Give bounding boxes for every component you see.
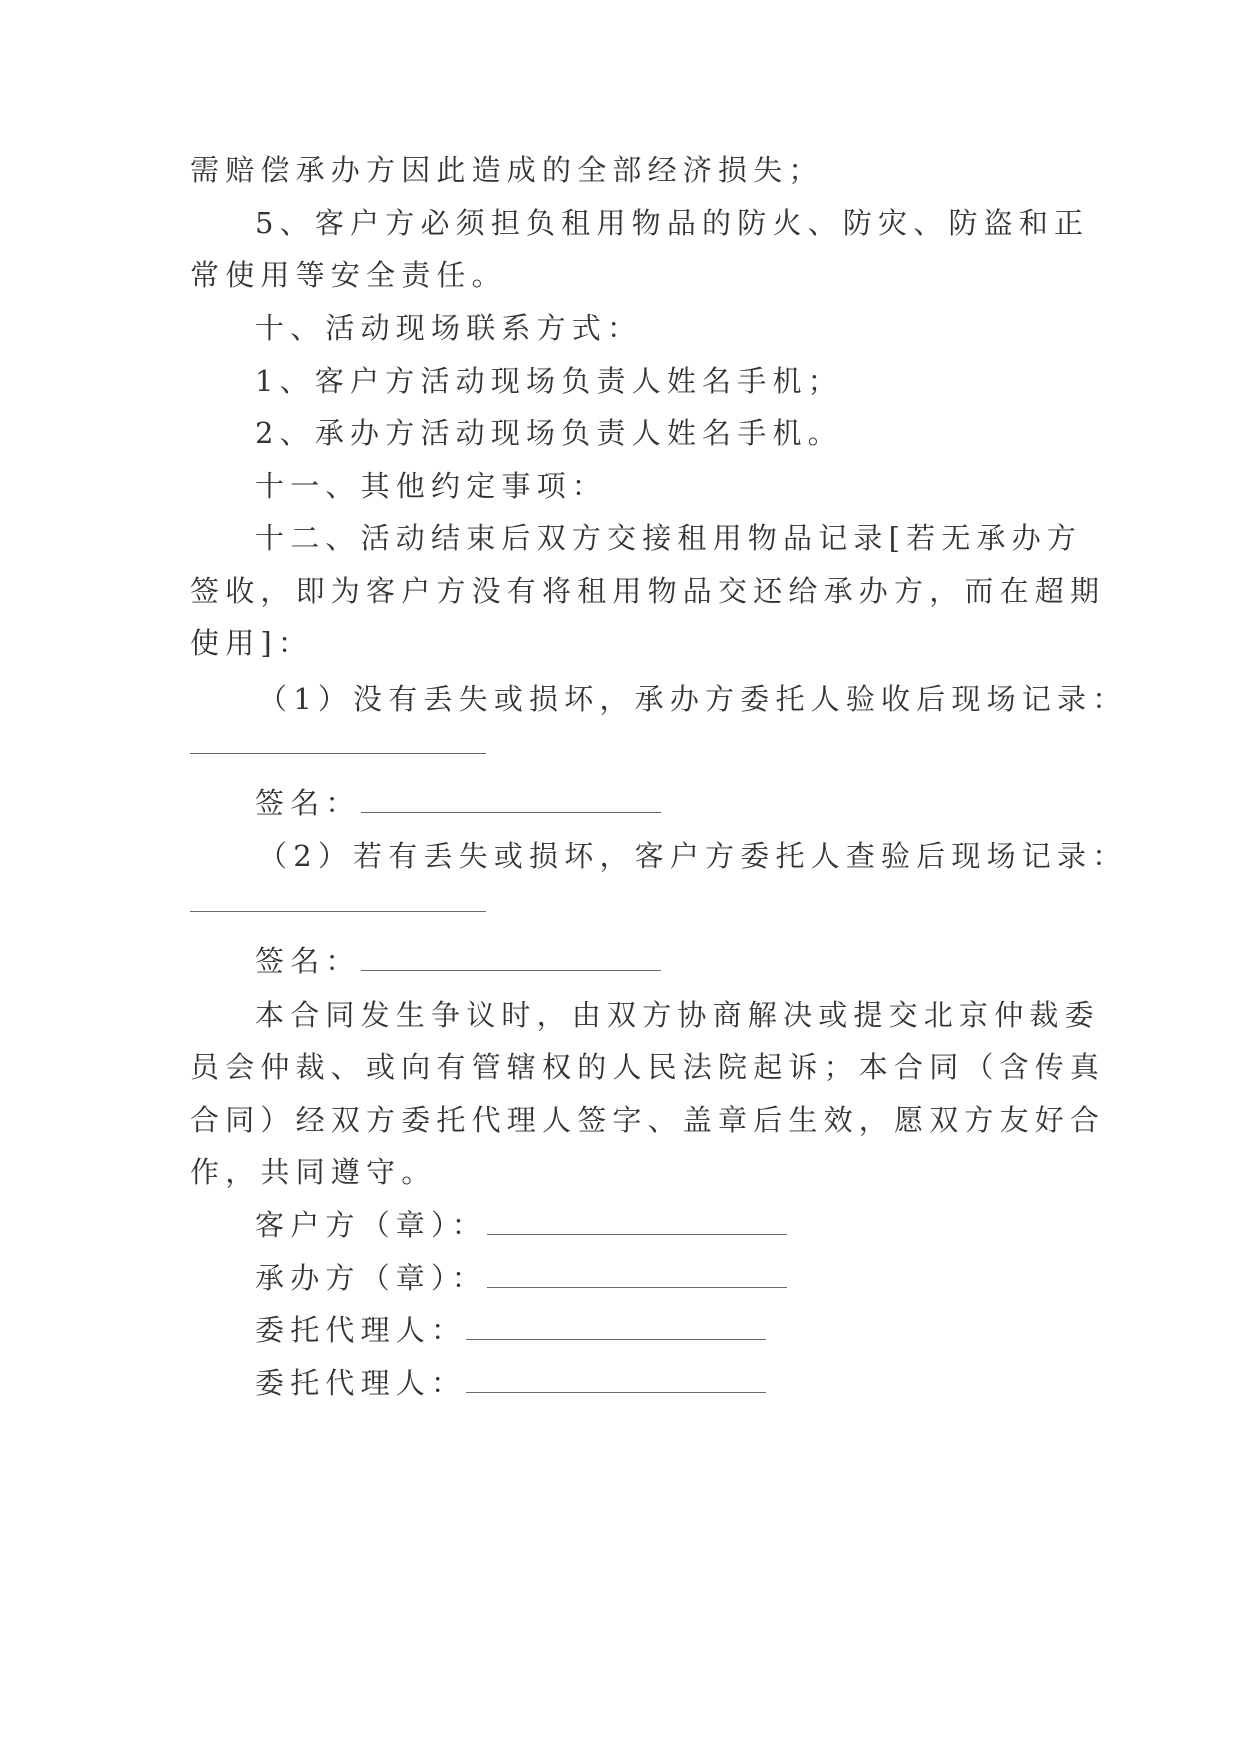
record-blank-line — [190, 911, 486, 912]
signature-blank — [361, 810, 661, 813]
agent-label: 委托代理人： — [255, 1366, 467, 1400]
section-12-heading: 十二、活动结束后双方交接租用物品记录[若无承办方 — [255, 521, 1083, 555]
client-seal-blank — [487, 1232, 787, 1235]
signature-row — [255, 783, 661, 823]
signature-row — [255, 941, 661, 981]
paragraph-line: 签收，即为客户方没有将租用物品交还给承办方，而在超期 — [190, 574, 1106, 608]
record-item-2: （2）若有丢失或损坏，客户方委托人查验后现场记录： — [258, 839, 1128, 873]
agent-row — [255, 1363, 766, 1403]
contact-item-2: 2、承办方活动现场负责人姓名手机。 — [255, 416, 843, 450]
paragraph-line: 需赔偿承办方因此造成的全部经济损失； — [190, 153, 824, 187]
paragraph-line: 常使用等安全责任。 — [190, 258, 507, 292]
signature-label: 签名： — [255, 944, 361, 978]
organizer-seal-label: 承办方（章）： — [255, 1261, 487, 1295]
client-seal-label: 客户方（章）： — [255, 1208, 487, 1242]
clause-5: 5、客户方必须担负租用物品的防火、防灾、防盗和正 — [255, 206, 1090, 240]
agent-row — [255, 1310, 766, 1350]
client-seal-row — [255, 1205, 787, 1245]
agent-blank — [466, 1337, 766, 1340]
organizer-seal-row — [255, 1258, 787, 1298]
section-11-heading: 十一、其他约定事项： — [255, 469, 608, 503]
agent-blank — [466, 1390, 766, 1393]
paragraph-line: 员会仲裁、或向有管辖权的人民法院起诉；本合同（含传真 — [190, 1050, 1106, 1084]
dispute-clause: 本合同发生争议时，由双方协商解决或提交北京仲裁委 — [255, 998, 1100, 1032]
paragraph-line: 使用]： — [190, 626, 314, 660]
record-blank-line — [190, 753, 486, 754]
record-item-1: （1）没有丢失或损坏，承办方委托人验收后现场记录： — [258, 682, 1128, 716]
signature-label: 签名： — [255, 786, 361, 820]
paragraph-line: 作，共同遵守。 — [190, 1155, 437, 1189]
contact-item-1: 1、客户方活动现场负责人姓名手机； — [255, 364, 843, 398]
paragraph-line: 合同）经双方委托代理人签字、盖章后生效，愿双方友好合 — [190, 1103, 1106, 1137]
agent-label: 委托代理人： — [255, 1313, 467, 1347]
signature-blank — [361, 968, 661, 971]
section-10-heading: 十、活动现场联系方式： — [255, 311, 643, 345]
organizer-seal-blank — [487, 1285, 787, 1288]
